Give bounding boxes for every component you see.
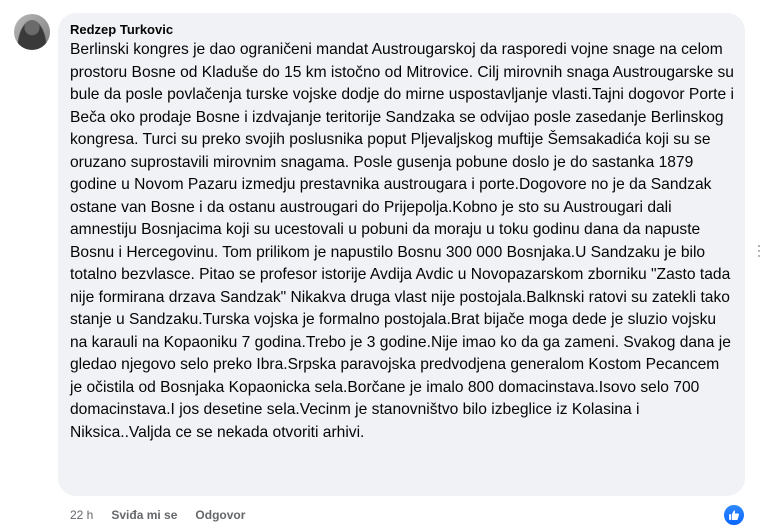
comment-time[interactable]: 22 h [70,508,94,522]
like-button[interactable]: Sviđa mi se [111,508,178,522]
comment-text: Berlinski kongres je dao ograničeni mandat Austrougarskoj da rasporedi vojne snage na celom prostoru Bosne od Kladuše do 15 km istočno od Mitrovice. Cilj mirovnih snaga Austrougarske su bule da posle povlačenja turske vojske dodje do mirne uspostavljanje vlasti.Tajni dogovor Porte i Beča oko prodaje Bosne i izdvajanje teritorije Sandzaka se odvijao posle zasedanje Berlinskog kongresa. Turci su preko svojih poslusnika poput Pljevaljskog muftije Šemsakadića koji su se oruzano suprostavili mirovnim snagama. Posle gusenja pobune doslo je do sastanka 1879 godine u Novom Pazaru izmedju prestavnika austrougara i porte.Dogovore no je da Sandzak ostane van Bosne i da ostanu austrougari do Prijepolja.Kobno je sto su Austrougari dali amnestiju Bosnjacima koji su ucestovali u pobuni da moraju u toku godinu dana da napuste Bosnu i Hercegovinu. Tom prilikom je napustilo Bosnu 300 000 Bosnjaka.U Sandzaku je bilo totalno bezvlasce. Pitao se profesor istorije Avdija Avdic u Novopazarskom zborniku "Zasto tada nije formirana drzava Sandzak" Nikakva druga vlast nije postojala.Balknski ratovi su zatekli tako stanje u Sandzaku.Turska vojska je formalno postojala.Brat bijače moga dede je sluzio vojsku na karauli na Kopaoniku 7 godina.Trebo je 3 godine.Nije imao ko da ga zameni. Svakog dana je gledao njegovo selo preko Ibra.Srpska paravojska predvodjena generalom Kostom Pecancem je očistila od Bosnjaka Kopaonicka sela.Borčane je imalo 800 domacinstava.Isovo selo 700 domacinstava.I jos desetine sela.Vecinm je stanovništvo bilo izbeglice iz Kolasina i Niksica..Valjda ce se nekada otvoriti arhivi. [70,41,734,441]
avatar[interactable] [14,14,50,50]
comment-actions [70,508,245,522]
more-options-icon[interactable] [757,245,761,257]
reply-button[interactable]: Odgovor [195,508,246,522]
thumbs-up-icon[interactable] [722,503,746,527]
comment-author[interactable]: Redzep Turkovic [70,22,174,37]
comment-bubble [58,13,745,496]
